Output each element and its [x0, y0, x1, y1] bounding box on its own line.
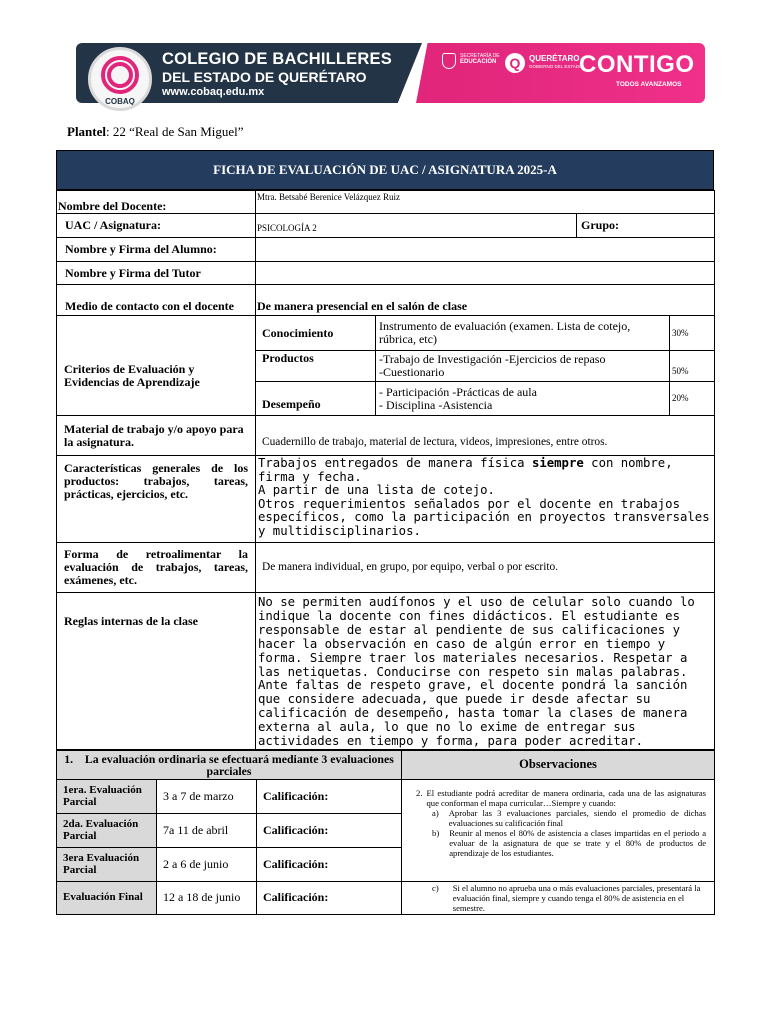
eval-calif[interactable]: Calificación: [257, 847, 402, 881]
queretaro-name: QUERÉTARO [529, 54, 580, 63]
caracteristicas-bold: siempre [531, 456, 584, 470]
eval-calif[interactable]: Calificación: [257, 813, 402, 847]
obs-c-text: Si el alumno no aprueba una o más evaluaciones parciales, presentará la evaluación final, siempre y cuando tenga el 80% de asistencia en el semestre. [452, 882, 701, 913]
obs-item-c [402, 881, 715, 914]
eval-name: 1era. Evaluación Parcial [57, 779, 157, 813]
eval-dates: 12 a 18 de junio [157, 881, 257, 914]
queretaro-sub: GOBIERNO DEL ESTADO [529, 64, 583, 69]
eval-name: 3era Evaluación Parcial [57, 847, 157, 881]
uac-value[interactable]: PSICOLOGÍA 2 [256, 214, 577, 238]
plantel-line [67, 124, 244, 140]
criterio-pct: 50% [670, 351, 715, 382]
obs-b-label: b) [432, 827, 440, 838]
banner-title-line1: COLEGIO DE BACHILLERES [162, 50, 392, 68]
secretaria-line1: SECRETARÍA DE [460, 53, 500, 59]
tutor-value[interactable] [256, 262, 715, 285]
evaluaciones-header-num: 1. [64, 751, 74, 766]
obs-intro-text: El estudiante podrá acreditar de manera ordinaria, cada una de las asignaturas que conforman el mapa curricular…Siempre y cuando: [426, 787, 707, 808]
plantel-value: : 22 “Real de San Miguel” [106, 124, 244, 139]
banner-title-line2: DEL ESTADO DE QUERÉTARO [162, 69, 367, 85]
caracteristicas-text-1: Trabajos entregados de manera física [258, 456, 532, 470]
material-label: Material de trabajo y/o apoyo para la asignatura. [57, 416, 256, 456]
retro-label: Forma de retroalimentar la evaluación de trabajos, tareas, exámenes, etc. [57, 543, 256, 593]
obs-intro [410, 788, 706, 808]
docente-value[interactable]: Mtra. Betsabé Berenice Velázquez Ruiz [256, 191, 715, 214]
secretaria-line2: EDUCACIÓN [460, 59, 497, 65]
material-value: Cuadernillo de trabajo, material de lectura, videos, impresiones, entre otros. [256, 416, 715, 456]
observaciones-list [410, 788, 706, 858]
obs-item-a [410, 808, 706, 828]
slogan: CONTIGO [579, 51, 695, 78]
criterio-name: Conocimiento [256, 316, 376, 351]
obs-item-b [410, 828, 706, 858]
caracteristicas-value [256, 456, 715, 543]
eval-name: 2da. Evaluación Parcial [57, 813, 157, 847]
caracteristicas-label: Características generales de los productos: trabajos, tareas, prácticas, ejercicios, etc. [57, 456, 256, 543]
evaluaciones-table [56, 750, 715, 915]
criterio-name: Desempeño [256, 382, 376, 416]
criterio-desc: -Trabajo de Investigación -Ejercicios de repaso -Cuestionario [376, 351, 670, 382]
observaciones-cell [402, 779, 715, 881]
obs-b-text: Reunir al menos el 80% de asistencia a clases impartidas en el periodo a evaluar de la asignatura de que se trate y el 80% de productos de aprendizaje de los estudiantes. [449, 827, 707, 858]
eval-dates: 7a 11 de abril [157, 813, 257, 847]
evaluaciones-header [57, 750, 402, 779]
criterio-pct: 30% [670, 316, 715, 351]
obs-c-label: c) [432, 882, 439, 893]
reglas-value: No se permiten audífonos y el uso de celular solo cuando lo indique la docente con fines didácticos. El estudiante es responsable de estar al pendiente de sus calificaciones y hacer la observación en caso de algún error en tiempo y forma. Siempre traer los materiales necesarios. Respetar a las netiquetas. Conducirse con respeto sin malas palabras. Ante faltas de respeto grave, el docente pondrá la sanción que considere adecuada, que puede ir desde afectar su calificación de desempeño, hasta tomar la clases de manera externa al aula, lo que no lo exime de entregar sus actividades en tiempo y forma, para poder acreditar. [256, 593, 715, 750]
contacto-label: Medio de contacto con el docente [57, 285, 256, 316]
logo-text: COBAQ [105, 97, 135, 106]
evaluaciones-header-text: La evaluación ordinaria se efectuará mediante 3 evaluaciones parciales [84, 751, 394, 778]
alumno-value[interactable] [256, 238, 715, 262]
grupo-label: Grupo: [577, 214, 715, 238]
criterio-desc: Instrumento de evaluación (examen. Lista de cotejo, rúbrica, etc) [376, 316, 670, 351]
eval-calif[interactable]: Calificación: [257, 881, 402, 914]
obs-a-text: Aprobar las 3 evaluaciones parciales, siendo el promedio de dichas evaluaciones su calificación final [448, 807, 707, 828]
obs-a-label: a) [432, 807, 439, 818]
form-title: FICHA DE EVALUACIÓN DE UAC / ASIGNATURA 2025-A [56, 150, 714, 190]
obs-c-row [410, 883, 706, 913]
slogan-sub: TODOS AVANZAMOS [616, 81, 682, 88]
tutor-label: Nombre y Firma del Tutor [57, 262, 256, 285]
header-banner [76, 43, 705, 106]
banner-url: www.cobaq.edu.mx [162, 86, 265, 98]
criterio-desc: - Participación -Prácticas de aula - Disciplina -Asistencia [376, 382, 670, 416]
reglas-label: Reglas internas de la clase [57, 593, 256, 750]
shield-icon [442, 53, 456, 69]
criterio-name: Productos [256, 351, 376, 382]
obs-num: 2. [416, 787, 423, 798]
criterio-pct: 20% [670, 382, 715, 416]
eval-calif[interactable]: Calificación: [257, 779, 402, 813]
eval-name: Evaluación Final [57, 881, 157, 914]
q-icon: Q [505, 53, 525, 73]
contacto-value: De manera presencial en el salón de clase [256, 285, 715, 316]
observaciones-header: Observaciones [402, 750, 715, 779]
alumno-label: Nombre y Firma del Alumno: [57, 238, 256, 262]
plantel-label: Plantel [67, 124, 106, 139]
eval-dates: 2 a 6 de junio [157, 847, 257, 881]
cobaq-logo [88, 47, 152, 111]
criterios-label: Criterios de Evaluación y Evidencias de Aprendizaje [57, 316, 256, 416]
caracteristicas-text-2: con nombre, firma y fecha. A partir de una lista de cotejo. Otros requerimientos señalados por el docente en trabajos específicos, como la participación en proyectos transversales y multidisciplinarios. [258, 456, 710, 538]
uac-label: UAC / Asignatura: [57, 214, 256, 238]
retro-value: De manera individual, en grupo, por equipo, verbal o por escrito. [256, 543, 715, 593]
eval-dates: 3 a 7 de marzo [157, 779, 257, 813]
evaluation-sheet [56, 150, 714, 915]
docente-label: Nombre del Docente: [57, 191, 256, 214]
info-table [56, 190, 715, 750]
